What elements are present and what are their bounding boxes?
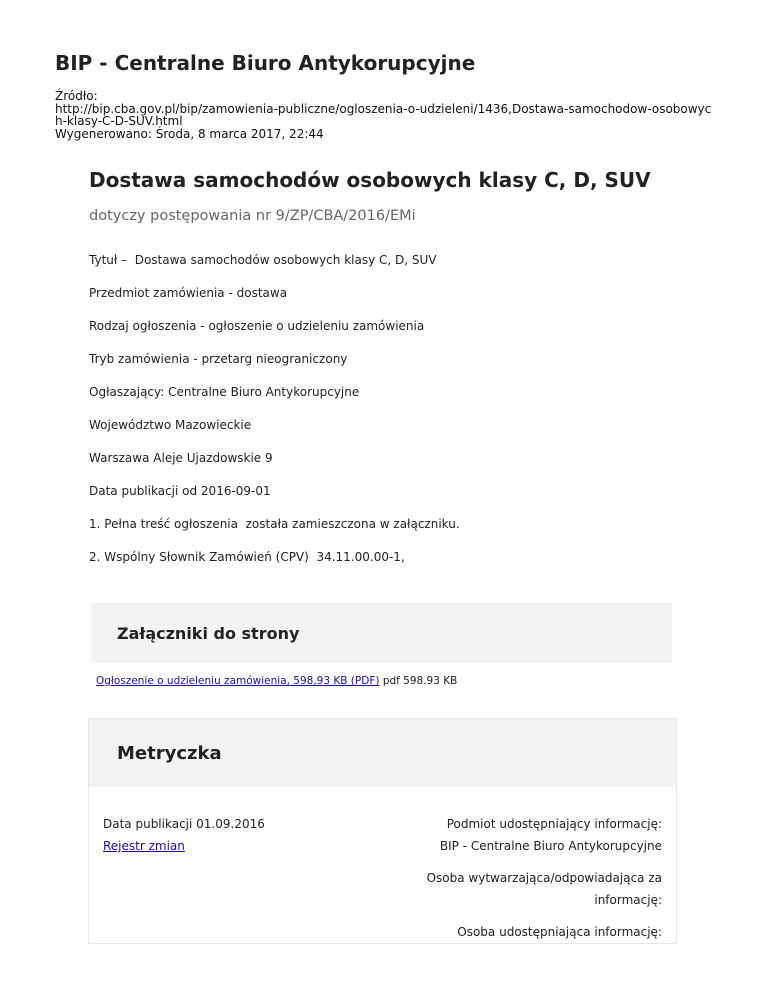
provider-value: BIP - Centralne Biuro Antykorupcyjne	[439, 839, 662, 853]
field-subject: Przedmiot zamówienia - dostawa	[89, 286, 288, 300]
attachments-heading: Załączniki do strony	[117, 624, 300, 643]
source-url-line-1: http://bip.cba.gov.pl/bip/zamowienia-publiczne/ogloszenia-o-udzieleni/1436,Dostawa-samochodow-osobowyc	[55, 101, 712, 116]
source-url-line-2: h-klasy-C-D-SUV.html	[55, 114, 183, 128]
field-title: Tytuł – Dostawa samochodów osobowych klasy C, D, SUV	[89, 253, 437, 267]
field-full-content-note: 1. Pełna treść ogłoszenia została zamieszczona w załączniku.	[89, 517, 460, 531]
attachment-item	[96, 675, 457, 687]
sharer-label: Osoba udostępniająca informację:	[457, 925, 662, 939]
attachment-file-info: pdf 598.93 KB	[382, 675, 458, 687]
field-announcer: Ogłaszający: Centralne Biuro Antykorupcyjne	[89, 385, 360, 399]
field-publication-date: Data publikacji od 2016-09-01	[89, 484, 271, 498]
field-address: Warszawa Aleje Ujazdowskie 9	[89, 451, 273, 465]
changes-register-link[interactable]: Rejestr zmian	[103, 839, 185, 853]
field-notice-type: Rodzaj ogłoszenia - ogłoszenie o udzieleniu zamówienia	[89, 319, 425, 333]
field-procedure: Tryb zamówienia - przetarg nieograniczony	[89, 352, 348, 366]
source-label: Źródło:	[55, 89, 98, 103]
attachment-link[interactable]: Ogłoszenie o udzieleniu zamówienia, 598,93 KB (PDF)	[96, 675, 380, 687]
metryczka-title: Metryczka	[117, 743, 222, 764]
author-label: Osoba wytwarzająca/odpowiadająca za informację:	[426, 871, 662, 907]
metryczka-publication-date: Data publikacji 01.09.2016	[103, 817, 265, 831]
metryczka-panel	[88, 718, 677, 944]
article-title: Dostawa samochodów osobowych klasy C, D, SUV	[89, 168, 651, 192]
field-cpv: 2. Wspólny Słownik Zamówień (CPV) 34.11.00.00-1,	[89, 550, 405, 564]
generated-timestamp: Wygenerowano: Środa, 8 marca 2017, 22:44	[55, 126, 324, 141]
metryczka-header	[89, 719, 676, 787]
provider-label: Podmiot udostępniający informację:	[446, 817, 662, 831]
field-voivodeship: Województwo Mazowieckie	[89, 418, 252, 432]
metryczka-left-column	[103, 813, 265, 857]
article-subtitle: dotyczy postępowania nr 9/ZP/CBA/2016/EMi	[89, 208, 416, 224]
source-info	[55, 90, 715, 140]
site-title: BIP - Centralne Biuro Antykorupcyjne	[55, 51, 476, 75]
metryczka-right-column	[362, 813, 662, 953]
